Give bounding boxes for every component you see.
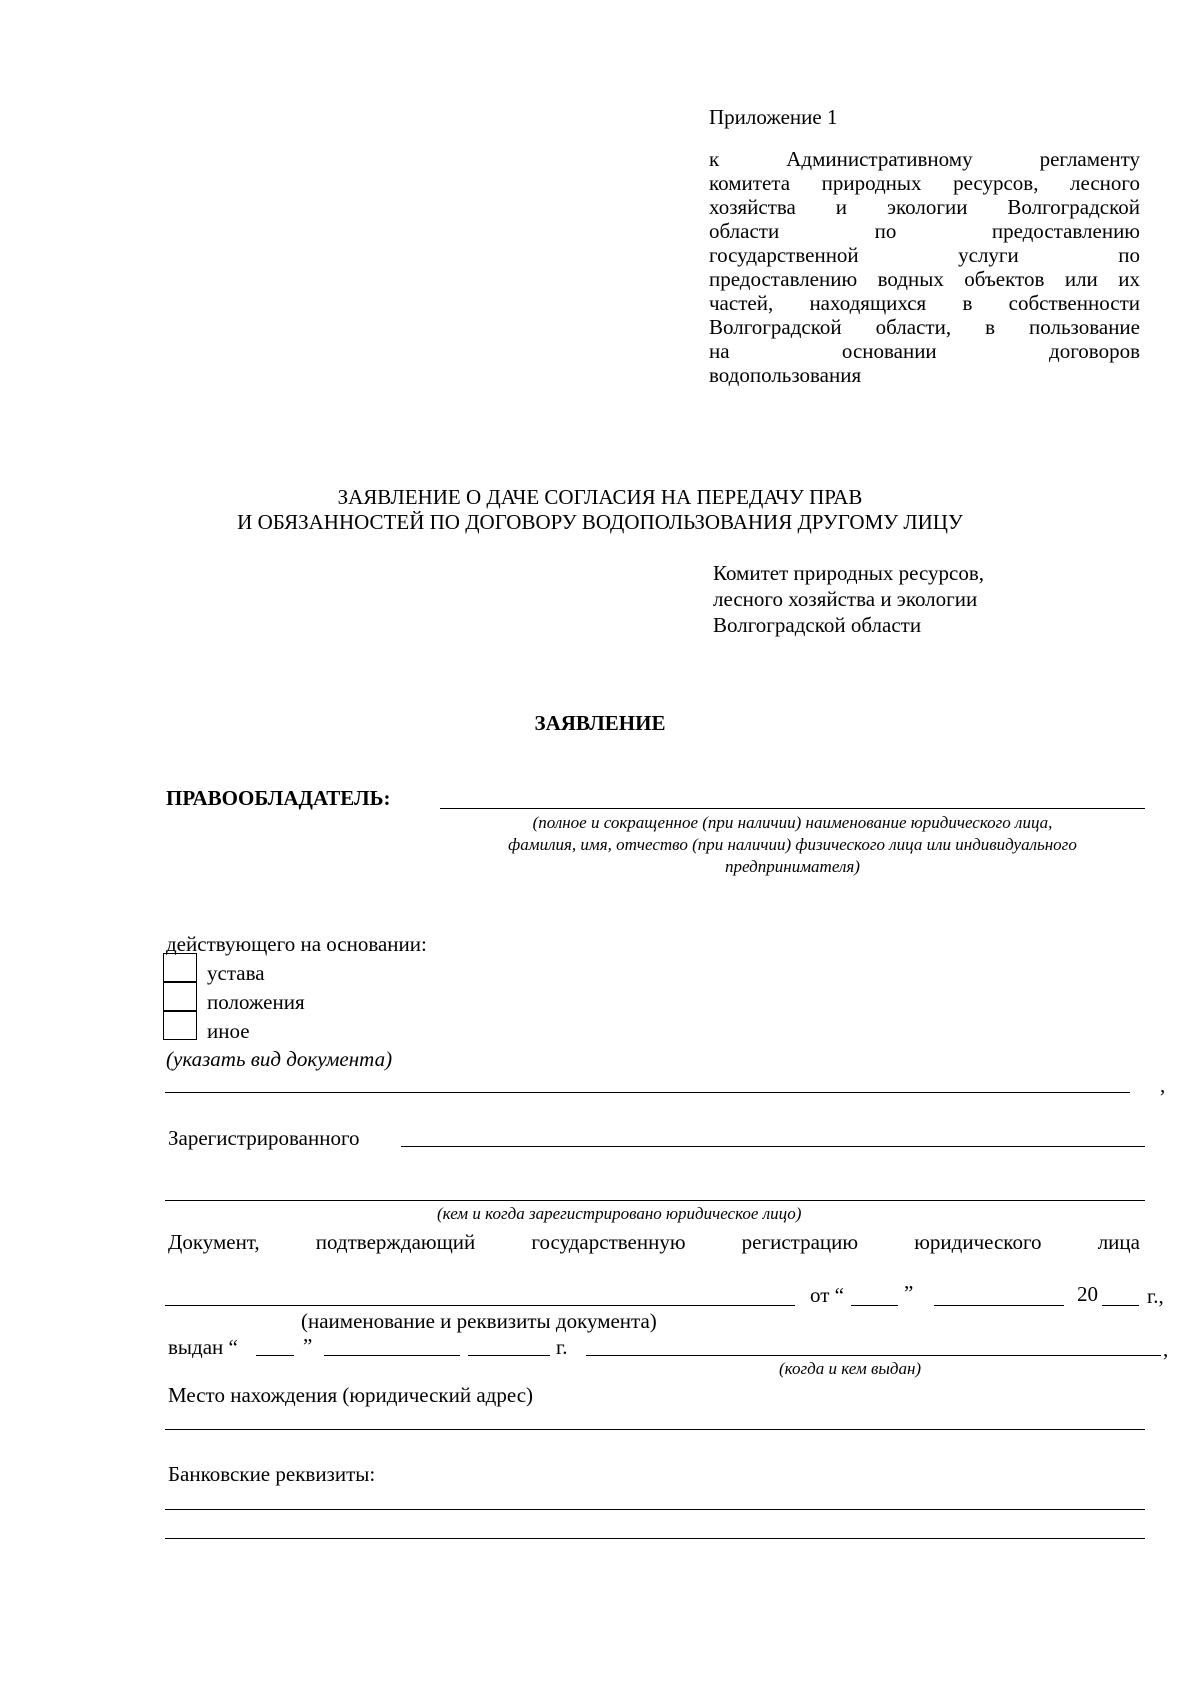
registration-hint: (кем и когда зарегистрировано юридическое лицо) (437, 1204, 802, 1223)
location-field[interactable] (165, 1429, 1145, 1430)
basis-label: действующего на основании: (166, 932, 427, 956)
annex-title: Приложение 1 (709, 105, 838, 129)
issued-day-field[interactable] (256, 1355, 294, 1356)
issued-comma: , (1163, 1337, 1169, 1361)
holder-hint-line: (полное и сокращенное (при наличии) наименование юридического лица, (532, 813, 1053, 832)
heading-line-1: ЗАЯВЛЕНИЕ О ДАЧЕ СОГЛАСИЯ НА ПЕРЕДАЧУ ПРАВ (337, 485, 863, 509)
document-word: регистрацию (741, 1230, 859, 1254)
basis-comma: , (1160, 1073, 1166, 1097)
issued-hint: (когда и кем выдан) (779, 1359, 922, 1378)
document-month-field[interactable] (934, 1305, 1064, 1306)
annex-line: области по предоставлению (709, 219, 1140, 243)
annex-line: предоставлению водных объектов или их (709, 267, 1140, 291)
holder-hint (440, 812, 1145, 878)
holder-hint-line: фамилия, имя, отчество (при наличии) физического лица или индивидуального (508, 835, 1077, 854)
document-word: юридического (914, 1230, 1042, 1254)
option-charter-label: устава (207, 961, 265, 985)
document-hint: (наименование и реквизиты документа) (301, 1309, 657, 1333)
bank-field-1[interactable] (165, 1509, 1145, 1510)
addressee-line: Волгоградской области (713, 613, 922, 637)
issued-year-suffix: г. (556, 1335, 568, 1359)
document-name-field[interactable] (165, 1305, 795, 1306)
annex-text (709, 147, 1140, 387)
document-label (168, 1230, 1140, 1254)
checkbox-regulation[interactable] (163, 982, 197, 1011)
addressee-line: Комитет природных ресурсов, (713, 561, 985, 585)
annex-line: комитета природных ресурсов, лесного (709, 171, 1140, 195)
document-word: подтверждающий (315, 1230, 476, 1254)
holder-hint-line: предпринимателя) (725, 857, 860, 876)
basis-hint: (указать вид документа) (166, 1047, 393, 1071)
document-day-field[interactable] (851, 1305, 898, 1306)
document-from-close-quote: ” (904, 1281, 914, 1305)
document-word: государственную (531, 1230, 686, 1254)
holder-name-field[interactable] (440, 808, 1145, 809)
document-word: лица (1097, 1230, 1140, 1254)
document-from-label: от “ (810, 1283, 844, 1307)
document-year-field[interactable] (1102, 1305, 1139, 1306)
document-year-prefix: 20 (1077, 1282, 1098, 1306)
issued-month-field[interactable] (324, 1355, 460, 1356)
addressee-block (713, 560, 984, 638)
annex-line: государственной услуги по (709, 243, 1140, 267)
annex-line: на основании договоров (709, 339, 1140, 363)
bank-label: Банковские реквизиты: (168, 1462, 376, 1486)
registration-label: Зарегистрированного (168, 1126, 360, 1150)
option-other-label: иное (207, 1019, 250, 1043)
annex-line: к Административному регламенту (709, 147, 1140, 171)
basis-document-field[interactable] (165, 1092, 1130, 1093)
document-year-suffix: г., (1147, 1284, 1164, 1308)
issued-year-field[interactable] (468, 1355, 550, 1356)
registration-field-2[interactable] (165, 1200, 1145, 1201)
annex-line: Волгоградской области, в пользование (709, 315, 1140, 339)
document-word: Документ, (168, 1230, 260, 1254)
issued-label: выдан “ (168, 1335, 238, 1359)
option-regulation-label: положения (207, 990, 305, 1014)
form-title: ЗАЯВЛЕНИЕ (534, 711, 666, 735)
checkbox-charter[interactable] (163, 953, 197, 982)
annex-line: водопользования (709, 363, 862, 387)
issued-close-quote: ” (303, 1334, 313, 1358)
location-label: Место нахождения (юридический адрес) (168, 1383, 534, 1407)
annex-line: частей, находящихся в собственности (709, 291, 1140, 315)
issued-by-field[interactable] (586, 1355, 1161, 1356)
checkbox-other[interactable] (163, 1011, 197, 1040)
registration-field-1[interactable] (401, 1146, 1145, 1147)
heading-line-2: И ОБЯЗАННОСТЕЙ ПО ДОГОВОРУ ВОДОПОЛЬЗОВАНИЯ ДРУГОМУ ЛИЦУ (237, 510, 963, 534)
annex-line: хозяйства и экологии Волгоградской (709, 195, 1140, 219)
addressee-line: лесного хозяйства и экологии (713, 587, 978, 611)
holder-label: ПРАВООБЛАДАТЕЛЬ: (166, 786, 391, 810)
bank-field-2[interactable] (165, 1538, 1145, 1539)
